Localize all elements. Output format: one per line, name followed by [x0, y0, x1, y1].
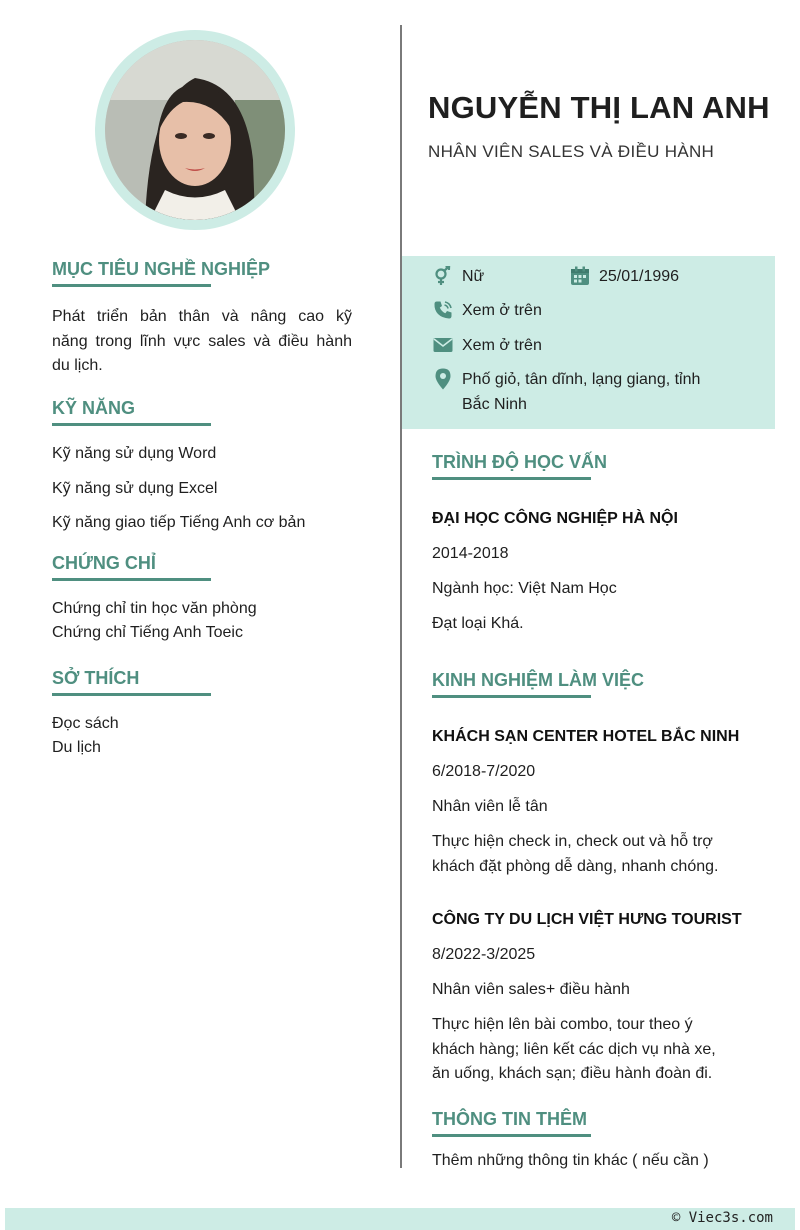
birthday-row — [569, 265, 679, 290]
skill-item: Kỹ năng giao tiếp Tiếng Anh cơ bản — [52, 514, 306, 531]
footer-credit: © Viec3s.com — [671, 1210, 773, 1226]
certificates-underline — [52, 578, 211, 581]
phone-icon — [432, 299, 454, 321]
certificate-item: Chứng chỉ Tiếng Anh Toeic — [52, 624, 243, 641]
skills-title: KỸ NĂNG — [52, 398, 136, 418]
experience-position: Nhân viên sales+ điều hành — [432, 981, 630, 998]
skills-section — [52, 398, 352, 535]
skill-item: Kỹ năng sử dụng Word — [52, 445, 217, 462]
extra-underline — [432, 1134, 591, 1137]
email-value: Xem ở trên — [462, 337, 542, 354]
objective-section — [52, 259, 352, 379]
skill-item: Kỹ năng sử dụng Excel — [52, 479, 218, 497]
objective-underline — [52, 284, 211, 287]
experience-position: Nhân viên lễ tân — [432, 798, 548, 815]
experience-underline — [432, 695, 591, 698]
candidate-name: NGUYỄN THỊ LAN ANH — [428, 90, 770, 125]
experience-period: 8/2022-3/2025 — [432, 946, 536, 963]
education-title: TRÌNH ĐỘ HỌC VẤN — [432, 452, 607, 472]
certificates-section — [52, 553, 352, 645]
extra-title: THÔNG TIN THÊM — [432, 1109, 587, 1129]
location-icon — [432, 368, 454, 390]
education-school: ĐẠI HỌC CÔNG NGHIỆP HÀ NỘI — [432, 510, 678, 527]
certificates-title: CHỨNG CHỈ — [52, 553, 156, 573]
gender-row — [432, 265, 484, 290]
birthday-value: 25/01/1996 — [599, 268, 680, 285]
avatar — [105, 40, 285, 220]
experience-period: 6/2018-7/2020 — [432, 763, 536, 780]
experience-company: CÔNG TY DU LỊCH VIỆT HƯNG TOURIST — [432, 911, 742, 928]
calendar-icon — [569, 265, 591, 287]
experience-desc-line: khách đặt phòng dễ dàng, nhanh chóng. — [432, 857, 719, 875]
gender-value: Nữ — [462, 268, 485, 285]
objective-title: MỤC TIÊU NGHỀ NGHIỆP — [52, 259, 271, 279]
phone-value: Xem ở trên — [462, 302, 542, 319]
hobby-item: Đọc sách — [52, 715, 119, 732]
avatar-frame — [95, 30, 295, 230]
objective-line: năng trong lĩnh vực sales và điều hành — [52, 332, 352, 350]
candidate-job-title: NHÂN VIÊN SALES VÀ ĐIỀU HÀNH — [428, 142, 715, 161]
address-line: Bắc Ninh — [462, 395, 527, 413]
experience-section — [432, 670, 752, 1087]
phone-row — [432, 299, 542, 324]
education-section — [432, 452, 752, 637]
experience-desc-line: ăn uống, khách sạn; điều hành đoàn đi. — [432, 1065, 713, 1082]
extra-section — [432, 1109, 752, 1174]
experience-desc-line: Thực hiện lên bài combo, tour theo ý — [432, 1016, 693, 1033]
education-grade: Đạt loại Khá. — [432, 615, 524, 632]
experience-company: KHÁCH SẠN CENTER HOTEL BẮC NINH — [432, 728, 740, 745]
experience-desc-line: Thực hiện check in, check out và hỗ trợ — [432, 833, 713, 850]
address-row — [432, 368, 752, 417]
extra-text: Thêm những thông tin khác ( nếu cần ) — [432, 1152, 709, 1169]
hobby-item: Du lịch — [52, 739, 101, 756]
hobbies-section — [52, 668, 352, 760]
experience-item — [432, 911, 752, 1087]
email-icon — [432, 334, 454, 356]
experience-title: KINH NGHIỆM LÀM VIỆC — [432, 670, 645, 690]
skills-underline — [52, 423, 211, 426]
hobbies-title: SỞ THÍCH — [52, 668, 140, 688]
objective-line: Phát triển bản thân và nâng cao kỹ — [52, 308, 352, 325]
column-divider — [400, 25, 402, 1168]
gender-icon — [432, 265, 454, 287]
experience-desc-line: khách hàng; liên kết các dịch vụ nhà xe, — [432, 1040, 716, 1058]
contact-panel — [402, 256, 775, 429]
certificate-item: Chứng chỉ tin học văn phòng — [52, 600, 257, 617]
objective-text — [52, 305, 352, 379]
hobbies-underline — [52, 693, 211, 696]
footer-bar — [5, 1208, 795, 1230]
education-underline — [432, 477, 591, 480]
email-row — [432, 334, 542, 359]
education-period: 2014-2018 — [432, 545, 509, 562]
objective-line: du lịch. — [52, 357, 103, 374]
education-major: Ngành học: Việt Nam Học — [432, 580, 617, 597]
experience-item — [432, 728, 752, 879]
address-line: Phố giỏ, tân dĩnh, lạng giang, tỉnh — [462, 371, 701, 388]
